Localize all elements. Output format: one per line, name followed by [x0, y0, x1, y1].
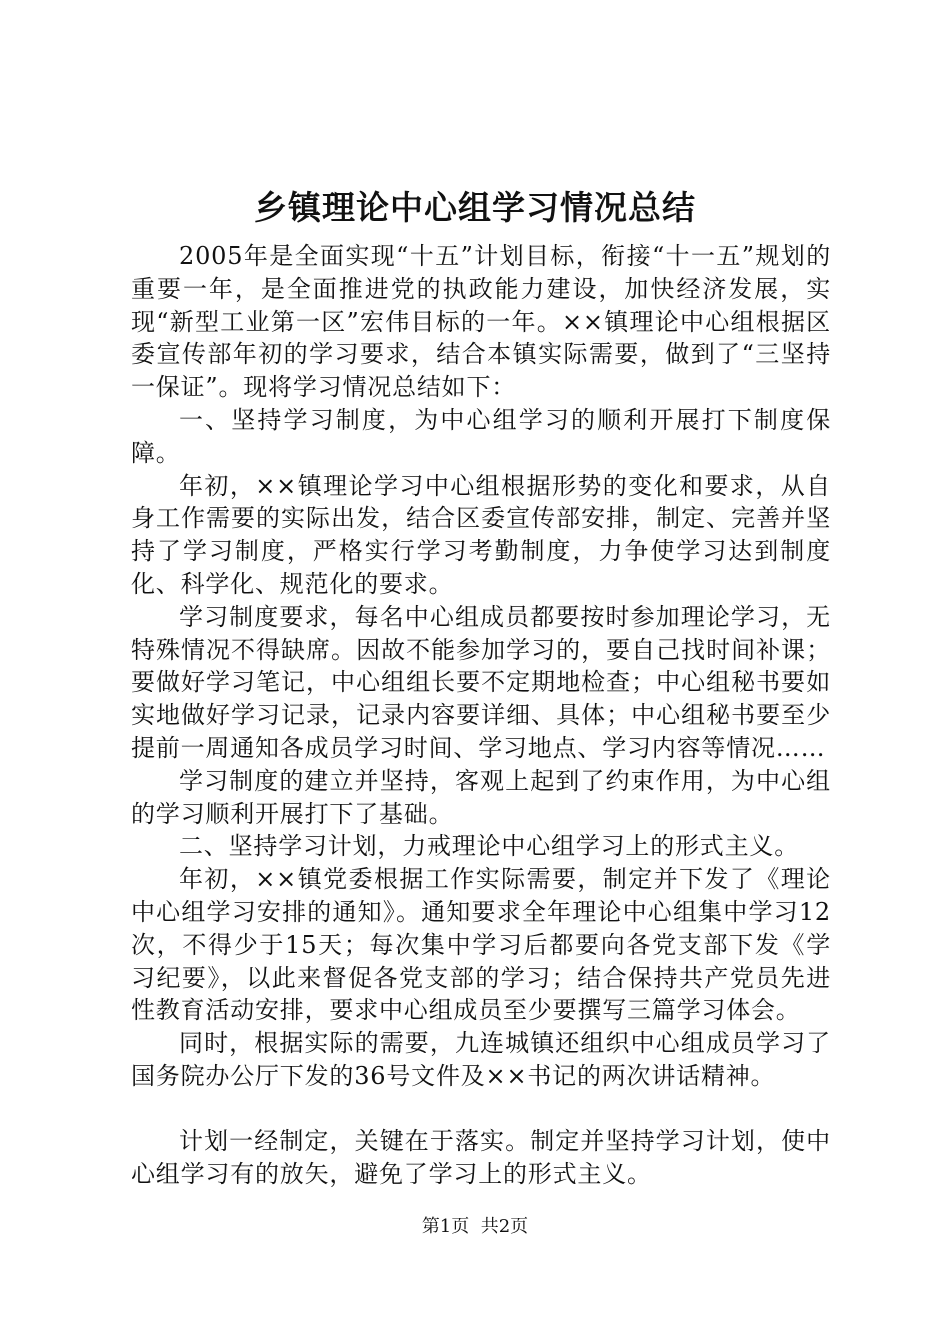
section-heading-1: 一、坚持学习制度，为中心组学习的顺利开展打下制度保障。 — [131, 405, 831, 467]
paragraph: 年初，××镇党委根据工作实际需要，制定并下发了《理论中心组学习安排的通知》。通知要求全年理论中心组集中学习12次，不得少于15天；每次集中学习后都要向各党支部下发《学习纪要》，以此来督促各党支部的学习；结合保持共产党员先进性教育活动安排，要求中心组成员至少要撰写三篇学习体会。 — [131, 865, 831, 1025]
section-heading-2: 二、坚持学习计划，力戒理论中心组学习上的形式主义。 — [179, 832, 799, 861]
paragraph-intro: 2005年是全面实现“十五”计划目标，衔接“十一五”规划的重要一年，是全面推进党的执政能力建设，加快经济发展，实现“新型工业第一区”宏伟目标的一年。××镇理论中心组根据区委宣传部年初的学习要求，结合本镇实际需要，做到了“三坚持一保证”。现将学习情况总结如下： — [131, 242, 831, 402]
document-title: 乡镇理论中心组学习情况总结 — [254, 188, 696, 227]
document-body — [131, 240, 831, 1190]
paragraph: 计划一经制定，关键在于落实。制定并坚持学习计划，使中心组学习有的放矢，避免了学习上的形式主义。 — [131, 1126, 831, 1188]
paragraph-spacer — [131, 1093, 831, 1125]
paragraph: 学习制度的建立并坚持，客观上起到了约束作用，为中心组的学习顺利开展打下了基础。 — [131, 766, 831, 828]
paragraph: 年初，××镇理论学习中心组根据形势的变化和要求，从自身工作需要的实际出发，结合区委宣传部安排，制定、完善并坚持了学习制度，严格实行学习考勤制度，力争使学习达到制度化、科学化、规范化的要求。 — [131, 471, 831, 598]
paragraph: 同时，根据实际的需要，九连城镇还组织中心组成员学习了国务院办公厅下发的36号文件及××书记的两次讲话精神。 — [131, 1029, 831, 1090]
page-number: 第1页 共2页 — [421, 1216, 529, 1237]
paragraph: 学习制度要求，每名中心组成员都要按时参加理论学习，无特殊情况不得缺席。因故不能参加学习的，要自己找时间补课；要做好学习笔记，中心组组长要不定期地检查；中心组秘书要如实地做好学习记录，记录内容要详细、具体；中心组秘书要至少提前一周通知各成员学习时间、学习地点、学习内容等情况…… — [131, 602, 831, 762]
